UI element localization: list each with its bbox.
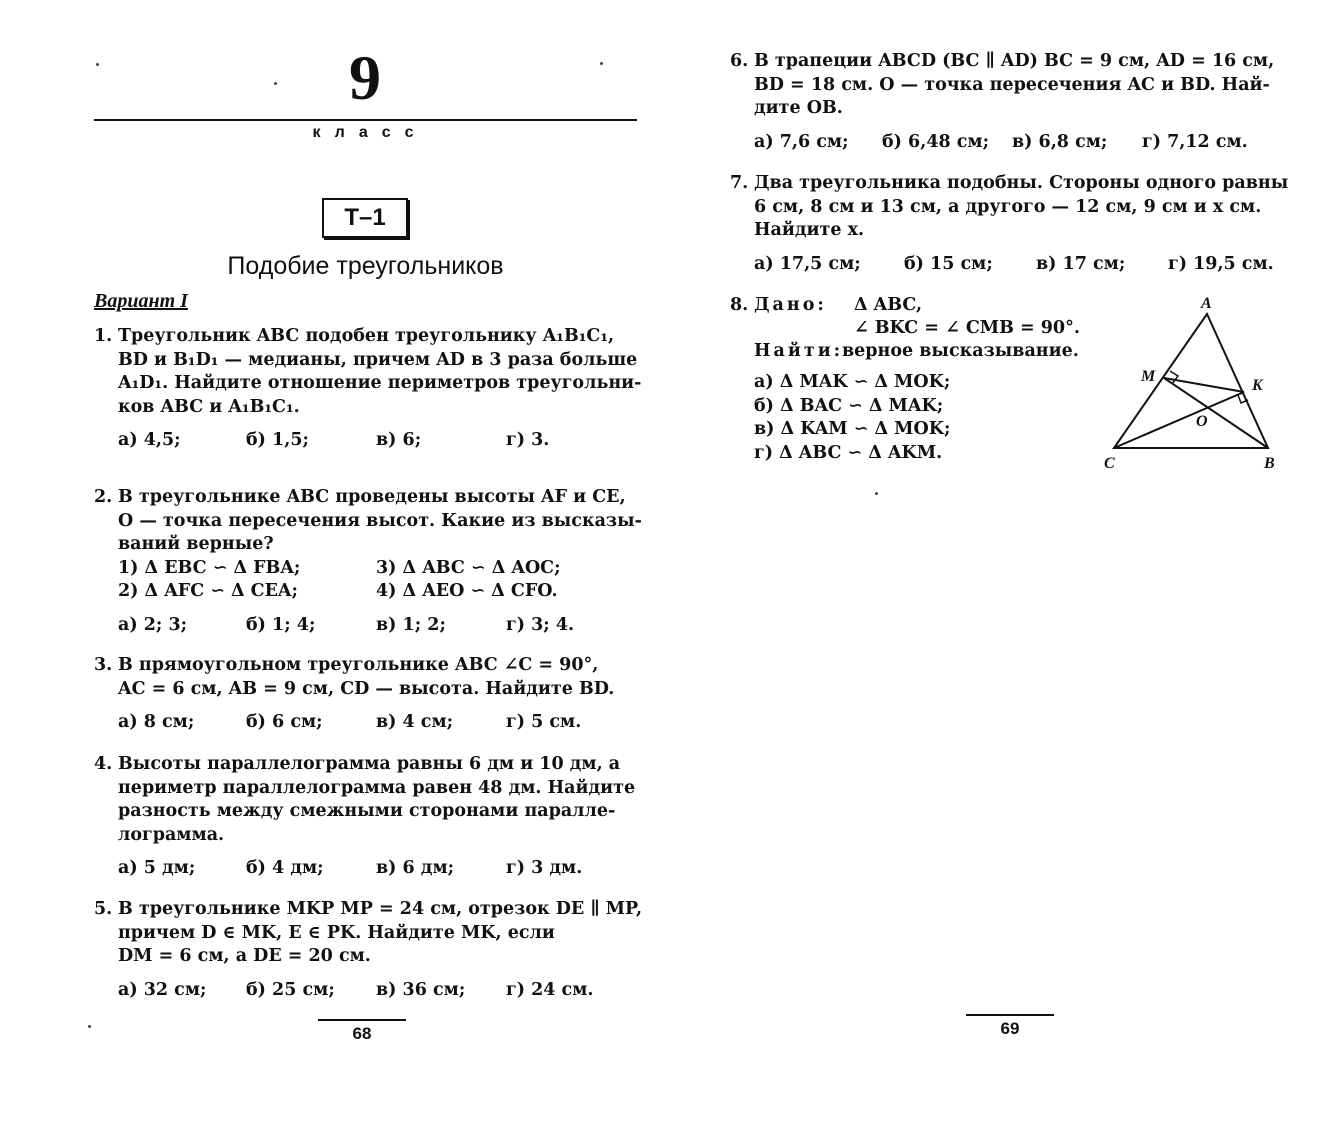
- task-text-line: лограмма.: [118, 824, 225, 845]
- answer-a: а) 7,6 см;: [754, 131, 849, 152]
- task-text-line: DM = 6 см, а DE = 20 см.: [118, 946, 371, 966]
- answer-d: г) 7,12 см.: [1142, 131, 1248, 152]
- find-text: верное высказывание.: [842, 341, 1079, 361]
- task-text-line: разность между смежными сторонами паралле-: [118, 801, 616, 821]
- task-7: [730, 172, 1289, 277]
- label-c: C: [1104, 455, 1115, 472]
- answer-options: [118, 711, 637, 735]
- task-text-line: причем D ∈ MK, E ∈ PK. Найдите MK, если: [118, 922, 555, 943]
- option-d: г) Δ ABC ∽ Δ AKM.: [754, 442, 943, 463]
- task-text-line: ваний верные?: [118, 534, 274, 554]
- task-number: 5.: [94, 899, 113, 919]
- answer-a: а) 17,5 см;: [754, 253, 861, 274]
- scan-speck: [96, 63, 99, 66]
- answer-options: [118, 979, 637, 1003]
- topic-title: Подобие треугольников: [227, 252, 504, 280]
- answer-d: г) 3.: [506, 430, 550, 450]
- label-b: B: [1264, 455, 1275, 472]
- test-code-box: Т–1: [322, 198, 408, 238]
- label-k: K: [1252, 377, 1263, 394]
- task-number: 2.: [94, 487, 113, 507]
- task-8: [730, 294, 1110, 465]
- grade-divider: [94, 119, 637, 121]
- task-6: [730, 50, 1276, 155]
- task-number: 7.: [730, 173, 749, 193]
- task-text-line: 6 см, 8 см и 13 см, а другого — 12 см, 9 см и x см.: [754, 196, 1262, 217]
- answer-c: в) 4 см;: [376, 712, 454, 732]
- task-text-line: В трапеции ABCD (BC ∥ AD) BC = 9 см, AD = 16 см,: [754, 51, 1275, 71]
- task-text-line: ков ABC и A₁B₁C₁.: [118, 396, 300, 417]
- task-text-line: периметр параллелограмма равен 48 дм. Найдите: [118, 777, 636, 798]
- option-c: в) Δ KAM ∽ Δ MOK;: [754, 419, 951, 439]
- answer-a: а) 5 дм;: [118, 858, 196, 878]
- answer-a: а) 2; 3;: [118, 614, 188, 635]
- answer-d: г) 3 дм.: [506, 858, 583, 878]
- grade-number: 9: [349, 42, 381, 113]
- answer-b: б) 6,48 см;: [882, 131, 990, 152]
- statement: 4) Δ AEO ∽ Δ CFO.: [376, 580, 558, 601]
- task-number: 8.: [730, 295, 749, 315]
- task-number: 6.: [730, 51, 749, 71]
- answer-options: [754, 131, 1276, 155]
- task-text-line: дите OB.: [754, 98, 843, 118]
- task-text-line: В прямоугольном треугольнике ABC ∠C = 90°,: [118, 655, 599, 675]
- given-line: Δ ABC,: [854, 295, 923, 315]
- task-text-line: O — точка пересечения высот. Какие из высказы-: [118, 510, 642, 531]
- triangle-abc: [1114, 314, 1268, 448]
- answer-options: [754, 253, 1276, 277]
- answer-c: в) 6 дм;: [376, 858, 455, 878]
- answer-c: в) 36 см;: [376, 979, 466, 1000]
- grade-word: класс: [312, 124, 428, 141]
- answer-b: б) 6 см;: [246, 712, 323, 732]
- right-page: [666, 0, 1332, 1126]
- answer-d: г) 19,5 см.: [1168, 253, 1274, 274]
- answer-c: в) 17 см;: [1036, 253, 1126, 274]
- label-m: M: [1141, 368, 1156, 385]
- triangle-figure: [1104, 292, 1284, 477]
- answer-d: г) 3; 4.: [506, 614, 575, 635]
- scan-speck: [600, 62, 603, 65]
- statement: 3) Δ ABC ∽ Δ AOC;: [376, 557, 561, 578]
- answer-c: в) 1; 2;: [376, 614, 446, 635]
- given-label: Дано:: [754, 295, 827, 315]
- task-text-line: Высоты параллелограмма равны 6 дм и 10 дм, а: [118, 754, 621, 774]
- task-text-line: Треугольник ABC подобен треугольнику A₁B₁C₁,: [118, 326, 615, 346]
- page-number-rule: [966, 1014, 1054, 1016]
- given-line: ∠ BKC = ∠ CMB = 90°.: [854, 318, 1080, 338]
- task-text-line: В треугольнике ABC проведены высоты AF и CE,: [118, 487, 626, 507]
- answer-b: б) 1,5;: [246, 430, 309, 450]
- variant-heading: Вариант I: [94, 290, 188, 312]
- statement-list: [118, 557, 637, 604]
- task-2: [94, 486, 642, 638]
- label-o: O: [1196, 413, 1208, 430]
- task-text-line: AC = 6 см, AB = 9 см, CD — высота. Найдите BD.: [118, 678, 615, 699]
- task-5: [94, 898, 643, 1003]
- task-number: 1.: [94, 326, 113, 346]
- answer-b: б) 25 см;: [246, 979, 335, 1000]
- answer-c: в) 6;: [376, 430, 422, 450]
- answer-d: г) 24 см.: [506, 979, 594, 1000]
- option-a: а) Δ MAK ∽ Δ MOK;: [754, 372, 951, 392]
- answer-options: [118, 429, 637, 453]
- task-4: [94, 753, 637, 881]
- label-a: A: [1201, 295, 1212, 312]
- answer-b: б) 4 дм;: [246, 858, 324, 878]
- answer-a: а) 4,5;: [118, 430, 181, 450]
- page-number: 69: [1000, 1019, 1020, 1038]
- answer-a: а) 32 см;: [118, 979, 207, 1000]
- task-text-line: Два треугольника подобны. Стороны одного равны: [754, 173, 1289, 193]
- statement: 1) Δ EBC ∽ Δ FBA;: [118, 557, 301, 578]
- answer-options: [118, 614, 637, 638]
- task-number: 3.: [94, 655, 113, 675]
- statement: 2) Δ AFC ∽ Δ CEA;: [118, 580, 298, 601]
- task-text-line: Найдите x.: [754, 220, 865, 240]
- task-text-line: BD = 18 см. O — точка пересечения AC и BD. Най-: [754, 74, 1270, 95]
- answer-options: [118, 857, 637, 881]
- option-b: б) Δ BAC ∽ Δ MAK;: [754, 395, 944, 416]
- scan-speck: [875, 492, 878, 495]
- task-text-line: A₁D₁. Найдите отношение периметров треугольни-: [118, 373, 642, 393]
- answer-b: б) 1; 4;: [246, 614, 316, 635]
- task-text-line: В треугольнике MKP MP = 24 см, отрезок DE ∥ MP,: [118, 899, 643, 919]
- page-number: 68: [352, 1024, 372, 1043]
- task-number: 4.: [94, 754, 113, 774]
- page-number-rule: [318, 1019, 406, 1021]
- scan-speck: [88, 1025, 91, 1028]
- answer-d: г) 5 см.: [506, 712, 582, 732]
- task-1: [94, 325, 642, 453]
- scan-speck: [274, 82, 277, 85]
- answer-a: а) 8 см;: [118, 712, 195, 732]
- find-label: Найти:: [754, 341, 844, 361]
- answer-c: в) 6,8 см;: [1012, 131, 1108, 152]
- task-3: [94, 654, 637, 735]
- task-text-line: BD и B₁D₁ — медианы, причем AD в 3 раза больше: [118, 349, 638, 370]
- answer-b: б) 15 см;: [904, 253, 993, 274]
